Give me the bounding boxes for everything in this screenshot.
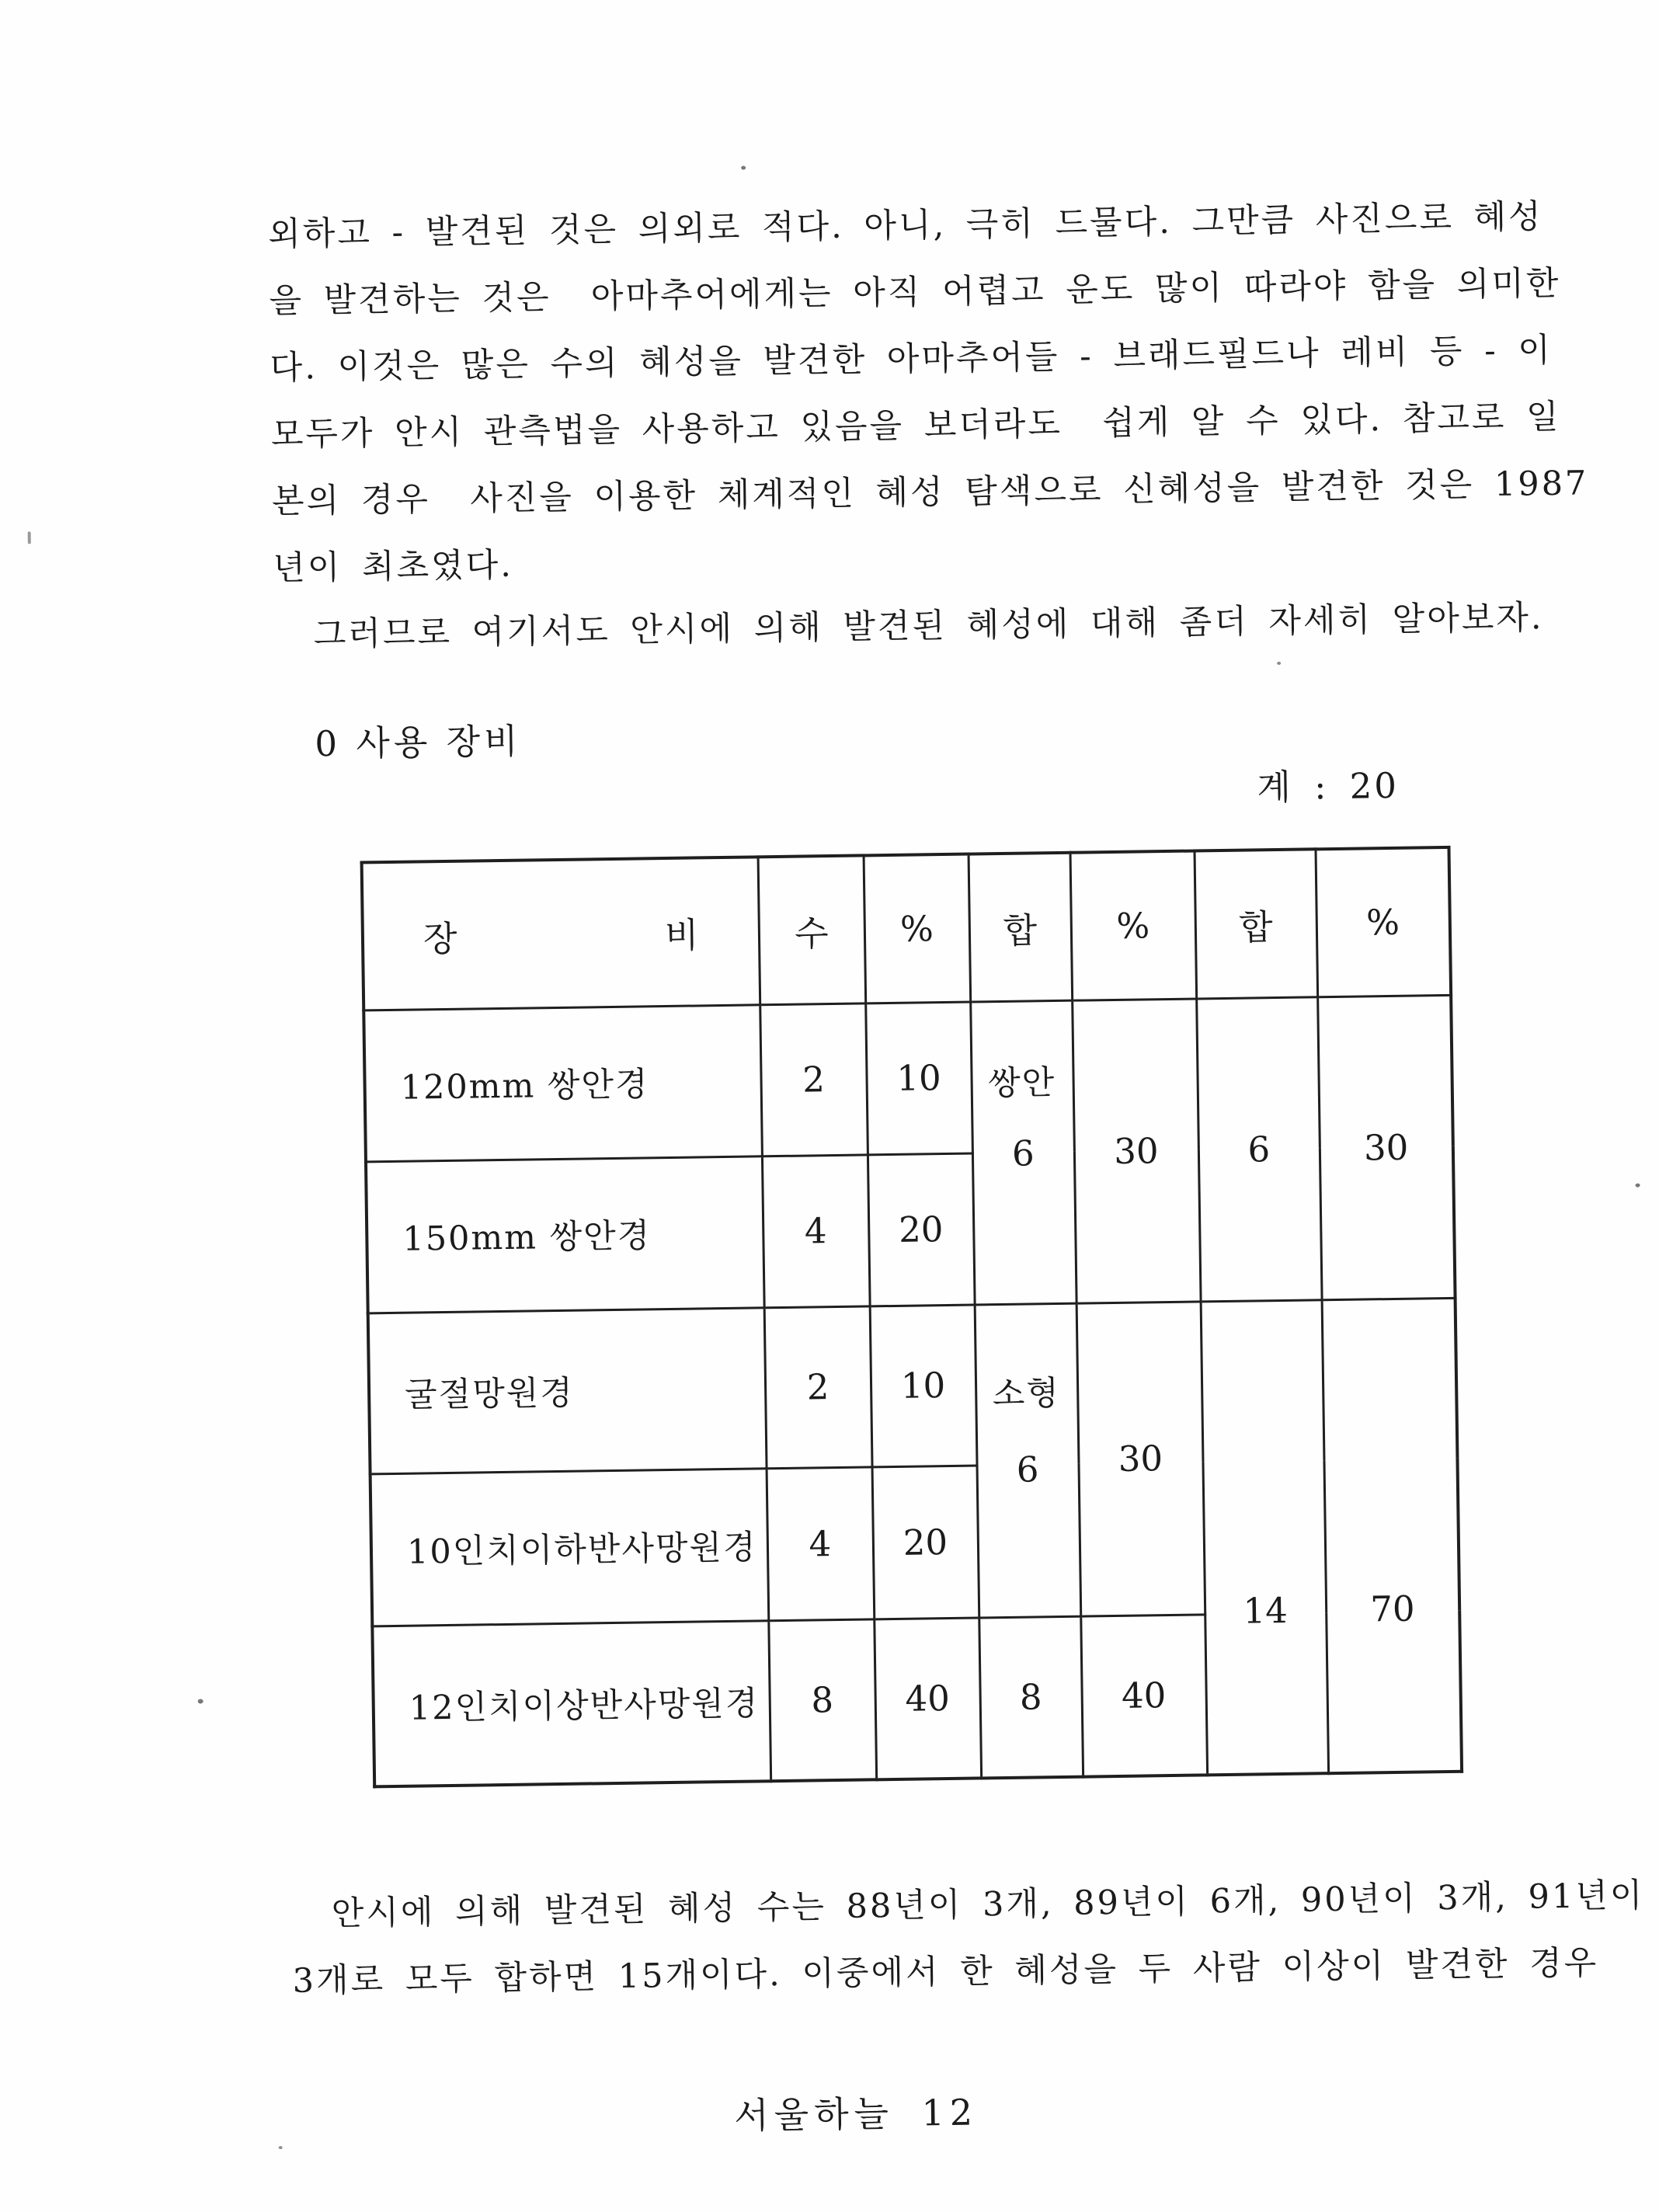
group-large-total-sum-cell: 14	[1201, 1299, 1329, 1775]
equipment-name-cell: 120mm 쌍안경	[363, 1004, 762, 1161]
header-pct-cell: %	[1070, 850, 1197, 1000]
group-small-label: 소형	[992, 1373, 1061, 1414]
group-binocular-sum: 6	[1011, 1132, 1035, 1174]
group-binocular-pct-cell: 30	[1072, 998, 1200, 1303]
text-line: 모두가 안시 관측법을 사용하고 있음을 보더라도 쉽게 알 수 있다. 참고로 일	[270, 397, 1561, 455]
header-equipment-label	[363, 906, 757, 962]
percent-cell: 20	[872, 1465, 979, 1619]
scan-speck	[198, 1699, 203, 1703]
header-equip-right: 비	[664, 914, 699, 956]
percent-cell: 10	[865, 1002, 972, 1155]
header-pct-cell: %	[864, 854, 971, 1003]
scan-speck	[28, 531, 31, 544]
count-cell: 2	[764, 1306, 872, 1468]
text-line: 다. 이것은 많은 수의 혜성을 발견한 아마추어들 - 브래드필드나 레비 등 - 이	[270, 330, 1553, 388]
percent-cell: 10	[870, 1305, 977, 1467]
group-small-sum: 6	[1016, 1448, 1039, 1490]
count-cell: 2	[760, 1003, 868, 1156]
header-equip-left: 장	[423, 917, 457, 960]
scan-speck	[1277, 662, 1281, 665]
intro-paragraph	[268, 183, 1591, 669]
text-line: 년이 최초였다.	[272, 545, 514, 589]
text-line: 안시에 의해 발견된 혜성 수는 88년이 3개, 89년이 6개, 90년이 3개, 91년이	[291, 1876, 1645, 1934]
count-cell: 4	[762, 1154, 870, 1307]
text-line: 외하고 - 발견된 것은 의외로 적다. 아니, 극히 드물다. 그만큼 사진으로 혜성	[267, 197, 1543, 255]
scan-speck	[1636, 1184, 1640, 1188]
header-pct-cell: %	[1315, 847, 1451, 996]
group-binocular-total-pct-cell: 30	[1317, 995, 1455, 1299]
table-row	[368, 1298, 1458, 1474]
text-line: 3개로 모두 합하면 15개이다. 이중에서 한 혜성을 두 사람 이상이 발견한 경우	[292, 1943, 1599, 2001]
group-large-total-pct-cell: 70	[1322, 1298, 1462, 1773]
equipment-table	[360, 846, 1464, 1788]
group-small-sum-cell	[975, 1303, 1081, 1618]
group-binocular-total-sum-cell: 6	[1196, 996, 1321, 1301]
percent-cell: 40	[874, 1617, 981, 1779]
equipment-name-cell: 12인치이상반사망원경	[372, 1620, 770, 1786]
equipment-name-cell: 150mm 쌍안경	[366, 1156, 764, 1313]
percent-cell: 20	[868, 1153, 975, 1306]
scan-speck	[741, 165, 746, 169]
text-line: 을 발견하는 것은 아마추어에게는 아직 어렵고 운도 많이 따라야 함을 의미한	[269, 263, 1561, 322]
section-heading: 0 사용 장비	[315, 720, 522, 765]
header-count-cell: 수	[758, 855, 866, 1004]
group-binocular-label: 쌍안	[987, 1063, 1056, 1103]
table-row	[363, 995, 1453, 1162]
equipment-name-cell: 10인치이하반사망원경	[370, 1468, 769, 1626]
row5-pct-cell: 40	[1080, 1614, 1207, 1776]
count-cell: 8	[768, 1619, 876, 1781]
scan-speck	[279, 2146, 283, 2149]
table-header-row	[362, 847, 1452, 1010]
header-equipment-cell	[362, 857, 760, 1010]
count-cell: 4	[767, 1466, 875, 1620]
group-small-pct-cell: 30	[1076, 1301, 1205, 1616]
total-count-label: 계 : 20	[1257, 764, 1400, 809]
page-footer: 서울하늘 12	[733, 2091, 979, 2137]
text-line: 그러므로 여기서도 안시에 의해 발견된 혜성에 대해 좀더 자세히 알아보자.	[273, 598, 1544, 656]
header-sum-cell: 합	[969, 853, 1073, 1002]
group-binocular-sum-cell	[970, 1000, 1076, 1305]
closing-paragraph	[291, 1862, 1646, 2015]
text-line: 본의 경우 사진을 이용한 체계적인 혜성 탐색으로 신혜성을 발견한 것은 1987	[271, 464, 1589, 522]
equipment-name-cell: 굴절망원경	[368, 1307, 767, 1473]
header-sum-cell: 합	[1195, 849, 1318, 998]
row5-sum-cell: 8	[979, 1616, 1083, 1779]
